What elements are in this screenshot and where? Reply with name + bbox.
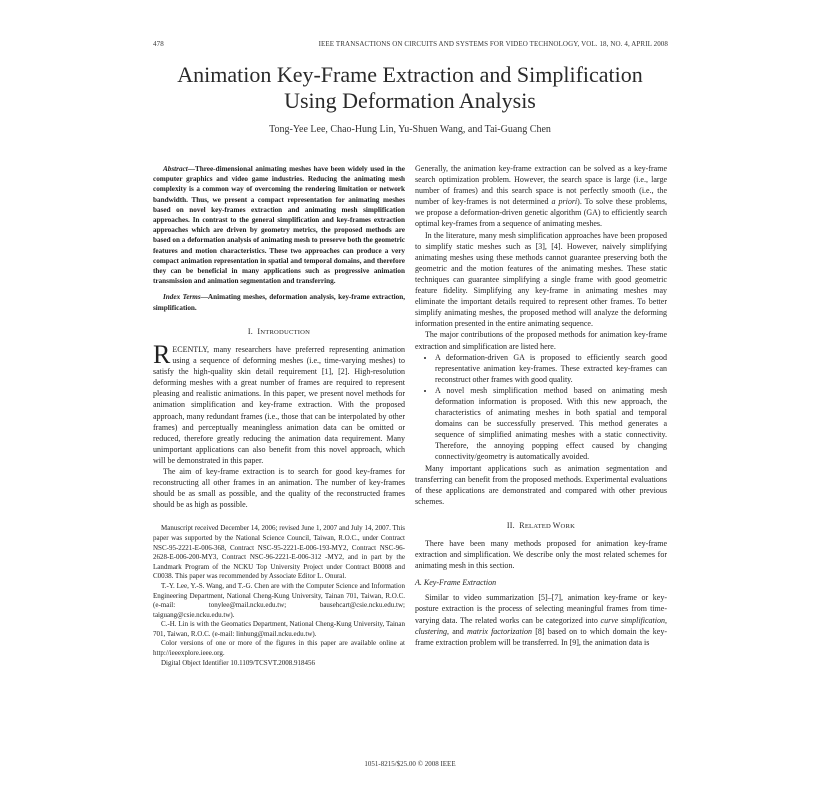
title-line-1: Animation Key-Frame Extraction and Simplification	[177, 62, 643, 87]
related-paragraph-2: Similar to video summarization [5]–[7], animation key-frame or key-posture extraction is the process of selecting meaningful frames from time-varying data. The related works can be categorized into curve simplification, clustering, and matrix factorization [8] based on to which domain the key-frame extraction problem will be transferred. In [9], the animation data is	[415, 593, 668, 647]
drop-cap: R	[153, 339, 171, 369]
right-column	[415, 163, 667, 648]
related-paragraph-1: There have been many methods proposed for animation key-frame extraction and simplification. We describe only the most related schemes for animating mesh in this section.	[415, 539, 667, 571]
footnote-block	[153, 524, 405, 668]
footnote-doi: Digital Object Identifier 10.1109/TCSVT.2008.918456	[161, 658, 315, 667]
section-heading-introduction: I. INTRODUCTION	[247, 326, 311, 336]
journal-header: IEEE TRANSACTIONS ON CIRCUITS AND SYSTEMS FOR VIDEO TECHNOLOGY, VOL. 18, NO. 4, APRIL 2008	[318, 40, 668, 48]
section-heading-related-work: II. RELATED WORK	[506, 520, 576, 530]
abstract	[153, 164, 405, 286]
author-list: Tong-Yee Lee, Chao-Hung Lin, Yu-Shuen Wang, and Tai-Guang Chen	[269, 124, 551, 135]
subsection-heading-keyframe: A. Key-Frame Extraction	[415, 578, 497, 588]
footnote-manuscript: Manuscript received December 14, 2006; revised June 1, 2007 and July 14, 2007. This paper was supported by the National Science Council, Taiwan, R.O.C., under Contract NSC-95-2221-E-006-368, Contract NSC-95-2221-E-006-193-MY2, Contract NSC-96-2628-E-006-200-MY3, Contract NSC-96-2221-E-006-312 -MY2, and in part by the Landmark Program of the NCKU Top University Project under Contract B0008 and C0038. This paper was recommended by Associate Editor L. Onural.	[153, 524, 405, 581]
intro-paragraph-2: The aim of key-frame extraction is to search for good key-frames for reconstructing all other frames in an animation. The number of key-frames should be as small as possible, and the quality of the reconstructed frames should be as high as possible.	[153, 466, 405, 510]
contributions-list	[415, 352, 667, 463]
right-paragraph-2: In the literature, many mesh simplification approaches have been proposed to simplify static meshes such as [3], [4]. However, naively simplifying animating meshes using these methods cannot guarantee preserving both the geometric and the motion features of the animating meshes. These static techniques can guarantee simplifying a single frame with good geometric feature fidelity. Simplifying any key-frame in animating meshes may eliminate the important details required to represent other frames. To better simplify animating meshes, the proposed method will analyze the deforming information presented in the entire animating sequence.	[415, 230, 667, 329]
abstract-label: Abstract	[163, 165, 188, 173]
right-paragraph-1: Generally, the animation key-frame extraction can be solved as a key-frame search optimization problem. However, the search space is large (i.e., large number of frames) and this search space is not perfectly smooth (i.e., the number of key-frames is not determined a priori). To solve these problems, we propose a deformation-driven genetic algorithm (GA) to efficiently search optimal key-frames from a sequence of animating meshes.	[415, 164, 668, 229]
paper-title	[100, 62, 720, 114]
right-paragraph-3: The major contributions of the proposed methods for animation key-frame extraction and simplification are listed here.	[415, 330, 667, 351]
index-terms-label: Index Terms	[163, 293, 201, 302]
intro-paragraph-1: RECENTLY, many researchers have preferred representing animation using a sequence of deforming meshes (i.e., time-varying meshes) to satisfy the high-quality skin detail requirement [1], [2]. High-resolution deforming meshes with a great number of frames are required to represent pleasing and realistic animations. In this paper, we present novel methods for animation simplification and key-frame extraction. With the proposed approach, many redundant frames (i.e., those that can be interpolated by other frames) and perceptually meaningless animation data can be omitted or reduced, therefore greatly reducing the animation data requirement. Many unimportant applications can also benefit from this novel approach, which will be demonstrated in this paper.	[153, 339, 405, 465]
abstract-text: —Three-dimensional animating meshes have been widely used in the computer graphics and video game industries. Reducing the animating mesh complexity is a common way of overcoming the rendering limitation or network bandwidth. Thus, we present a compact representation for animating meshes based on novel key-frames extraction and animating mesh simplification approaches. In contrast to the general simplification and key-frames extraction approaches which are driven by geometry metrics, the proposed methods are based on a deformation analysis of animating mesh to preserve both the geometric features and motion characteristics. These two approaches can produce a very compact animation representation in spatial and temporal domains, and therefore they can be beneficial in many applications such as progressive animation transmission and animation segmentation and transferring.	[153, 165, 405, 286]
footnote-affiliation-1: T.-Y. Lee, Y.-S. Wang, and T.-G. Chen are with the Computer Science and Information Engineering Department, National Cheng-Kung University, Tainan 701, Taiwan, R.O.C. (e-mail: tonylee@mail.ncku.edu.tw; bausehcart@csie.ncku.edu.tw; taiguang@csie.ncku.edu.tw).	[153, 581, 405, 619]
index-terms	[153, 292, 405, 312]
index-terms-text: —Animating meshes, deformation analysis, key-frame extraction, simplification.	[153, 293, 406, 312]
list-item: • A deformation-driven GA is proposed to efficiently search good representative animation key-frames. These extracted key-frames can reconstruct other frames with good quality.	[435, 352, 667, 385]
copyright-footer: 1051-8215/$25.00 © 2008 IEEE	[364, 760, 456, 768]
title-line-2: Using Deformation Analysis	[284, 88, 536, 113]
right-paragraph-4: Many important applications such as animation segmentation and transferring can benefit from the proposed methods. Experimental evaluations of these applications are demonstrated and compared with other previous schemes.	[415, 463, 667, 506]
page-number: 478	[153, 40, 164, 48]
list-item: • A novel mesh simplification method based on animating mesh deformation information is proposed. With this new approach, the characteristics of animating meshes in both spatial and temporal domains can be successfully preserved. This method generates a sequence of simplified animating meshes with a static connectivity. Therefore, the annoying popping effect caused by changing connectivity/geometry is automatically avoided.	[435, 385, 667, 463]
footnote-color-note: Color versions of one or more of the figures in this paper are available online at http://ieeexplore.ieee.org.	[153, 639, 405, 658]
left-column	[153, 164, 405, 668]
footnote-affiliation-2: C.-H. Lin is with the Geomatics Department, National Cheng-Kung University, Tainan 701, Taiwan, R.O.C. (e-mail: linhung@mail.ncku.edu.tw).	[153, 620, 405, 638]
